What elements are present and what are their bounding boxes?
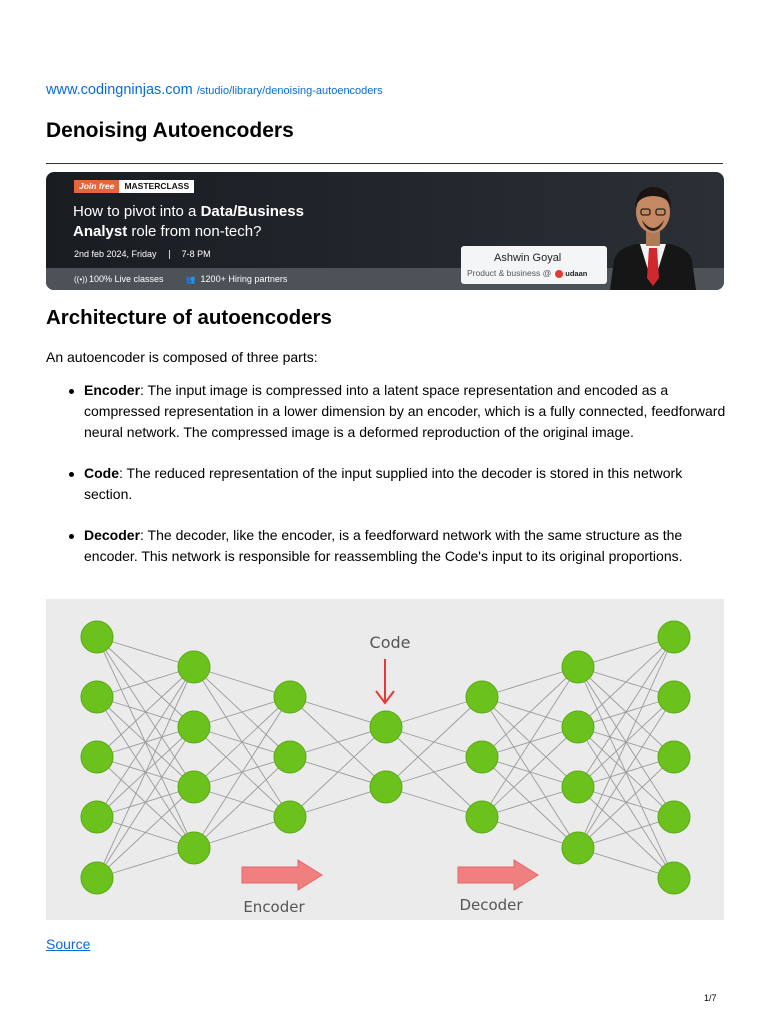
- banner-datetime: [74, 249, 211, 259]
- tag-join: Join free: [74, 180, 119, 193]
- banner-date: 2nd feb 2024, Friday: [74, 249, 157, 259]
- term-decoder: Decoder: [84, 527, 141, 543]
- desc-decoder: : The decoder, like the encoder, is a feedforward network with the same structure as the encoder. This network is responsible for reassembling the Code's input to its original proportions.: [84, 527, 683, 564]
- network-edge: [194, 757, 290, 848]
- page-title: Denoising Autoencoders: [46, 119, 294, 142]
- datetime-separator: [169, 250, 170, 259]
- masterclass-banner[interactable]: [46, 172, 724, 290]
- network-node-layer-6: [562, 832, 594, 864]
- network-node-layer-3: [274, 681, 306, 713]
- section-heading: Architecture of autoencoders: [46, 306, 332, 329]
- network-node-layer-1: [81, 862, 113, 894]
- network-node-layer-7: [658, 801, 690, 833]
- tag-masterclass: MASTERCLASS: [119, 180, 194, 193]
- network-node-layer-4: [370, 711, 402, 743]
- banner-time: 7-8 PM: [181, 249, 211, 259]
- banner-tag: [74, 180, 194, 193]
- code-down-arrow-icon: [376, 659, 394, 703]
- network-node-layer-5: [466, 801, 498, 833]
- speaker-role: [467, 268, 587, 278]
- code-label: Code: [369, 633, 411, 652]
- network-edge: [97, 787, 194, 878]
- headline-bold1: Data/Business: [200, 203, 304, 220]
- headline-part2: role from non-tech?: [127, 223, 262, 240]
- network-edge: [194, 697, 290, 787]
- network-edge: [386, 697, 482, 787]
- feature-hiring-label: 1200+ Hiring partners: [200, 274, 288, 284]
- network-node-layer-1: [81, 741, 113, 773]
- network-node-layer-1: [81, 801, 113, 833]
- speaker-role-text: Product & business @: [467, 268, 552, 278]
- network-node-layer-7: [658, 741, 690, 773]
- speaker-photo: [608, 174, 698, 290]
- list-item-decoder: [46, 525, 726, 567]
- network-node-layer-2: [178, 651, 210, 683]
- network-edge: [578, 757, 674, 848]
- network-edge: [578, 637, 674, 727]
- decoder-label: Decoder: [459, 896, 523, 914]
- page-url[interactable]: [46, 82, 383, 98]
- encoder-arrow-icon: [242, 860, 322, 890]
- network-node-layer-6: [562, 651, 594, 683]
- source-link[interactable]: Source: [46, 936, 91, 952]
- url-domain[interactable]: www.codingninjas.com: [46, 82, 193, 98]
- network-edge: [290, 727, 386, 817]
- network-node-layer-1: [81, 621, 113, 653]
- speaker-name: Ashwin Goyal: [494, 252, 562, 264]
- network-node-layer-2: [178, 832, 210, 864]
- encoder-label: Encoder: [243, 898, 305, 916]
- desc-code: : The reduced representation of the input supplied into the decoder is stored in this network section.: [84, 465, 683, 502]
- feature-live-label: 100% Live classes: [89, 274, 164, 284]
- list-item-code: [46, 463, 726, 505]
- network-node-layer-5: [466, 741, 498, 773]
- network-node-layer-4: [370, 771, 402, 803]
- live-broadcast-icon: ((•)): [74, 275, 88, 284]
- banner-headline: [73, 202, 304, 242]
- network-svg: [46, 599, 724, 920]
- network-edge: [482, 727, 578, 817]
- network-node-layer-7: [658, 681, 690, 713]
- speaker-company: udaan: [565, 269, 588, 278]
- headline-bold2: Analyst: [73, 223, 128, 240]
- udaan-logo-icon: [555, 270, 563, 278]
- term-encoder: Encoder: [84, 382, 141, 398]
- people-icon: 👥: [185, 275, 196, 284]
- network-node-layer-3: [274, 741, 306, 773]
- network-node-layer-6: [562, 711, 594, 743]
- network-node-layer-6: [562, 771, 594, 803]
- term-code: Code: [84, 465, 119, 481]
- network-node-layer-7: [658, 621, 690, 653]
- page-counter: 1/7: [704, 993, 717, 1003]
- title-divider: [46, 163, 723, 164]
- network-node-layer-2: [178, 771, 210, 803]
- network-node-layer-3: [274, 801, 306, 833]
- network-edge: [482, 757, 578, 848]
- feature-live: [74, 274, 164, 284]
- feature-hiring: [186, 274, 288, 284]
- desc-encoder: : The input image is compressed into a latent space representation and encoded as a compressed representation in a lower dimension by an encoder, which is a fully connected, feedforward neural network. The compressed image is a deformed reproduction of the original image.: [84, 382, 726, 440]
- section-intro: An autoencoder is composed of three parts:: [46, 349, 318, 365]
- headline-part1: How to pivot into a: [73, 203, 201, 220]
- network-node-layer-5: [466, 681, 498, 713]
- network-edge: [482, 667, 578, 757]
- url-path[interactable]: /studio/library/denoising-autoencoders: [196, 85, 383, 97]
- decoder-arrow-icon: [458, 860, 538, 890]
- speaker-card: [461, 246, 607, 284]
- banner-features: [74, 274, 287, 284]
- network-node-layer-1: [81, 681, 113, 713]
- parts-list: [46, 380, 726, 567]
- list-item-encoder: [46, 380, 726, 443]
- autoencoder-diagram: [46, 599, 724, 920]
- network-node-layer-7: [658, 862, 690, 894]
- network-node-layer-2: [178, 711, 210, 743]
